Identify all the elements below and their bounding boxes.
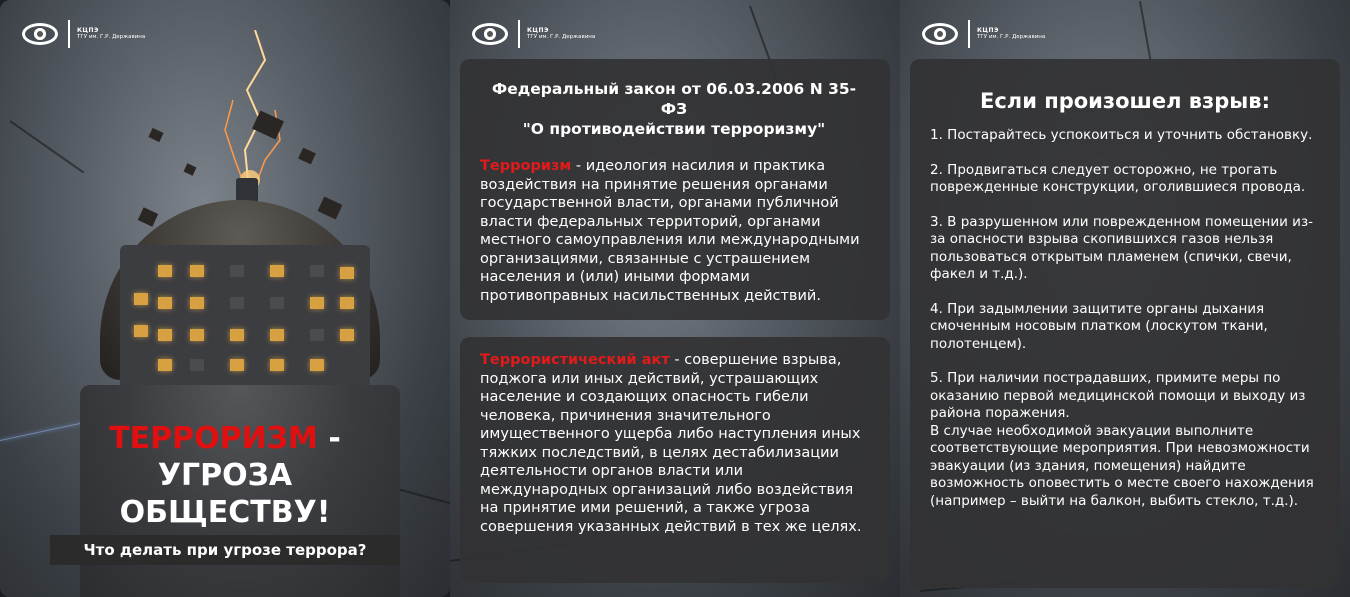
cta-banner: Что делать при угрозе террора? xyxy=(50,535,400,565)
law-card xyxy=(460,59,890,320)
logo-subtitle: ТГУ им. Г.Р. Державина xyxy=(977,34,1046,41)
logo-org: КЦПЭ xyxy=(977,27,999,35)
debris xyxy=(298,148,316,165)
title-line-2: УГРОЗА xyxy=(157,458,293,493)
terrorist-act-card xyxy=(460,337,890,583)
law-title-line-2: "О противодействии терроризму" xyxy=(522,120,826,138)
title-terrorism: ТЕРРОРИЗМ xyxy=(109,421,318,456)
sparks-icon xyxy=(205,30,295,200)
poster-panel xyxy=(0,0,450,597)
logo-org: КЦПЭ xyxy=(527,27,549,35)
logo-org: КЦПЭ xyxy=(77,27,99,35)
eye-icon xyxy=(472,23,508,45)
terrorist-act-definition xyxy=(480,351,868,536)
logo-subtitle: ТГУ им. Г.Р. Державина xyxy=(77,34,146,41)
term-terrorist-act: Террористический акт xyxy=(480,352,670,368)
explosion-step: 1. Постарайтесь успокоиться и уточнить обстановку. xyxy=(930,127,1313,143)
crack-line xyxy=(9,120,84,173)
crack-line xyxy=(1139,1,1151,60)
eye-icon xyxy=(22,23,58,45)
terrorism-definition-text: - идеология насилия и практика воздействия на принятие решения органами государственной власти, органами публичной власти федеральных территорий, органами местного самоуправления или международными организациями, связанные с устрашением населения и (или) иными формами противоправных насильственных действий. xyxy=(480,158,860,304)
debris xyxy=(184,163,197,175)
explosion-title: Если произошел взрыв: xyxy=(980,89,1270,113)
explosion-card xyxy=(910,59,1340,588)
logo xyxy=(922,18,1045,50)
title-line-3: ОБЩЕСТВУ! xyxy=(119,495,331,530)
logo-subtitle: ТГУ им. Г.Р. Державина xyxy=(527,34,596,41)
law-title-line-1: Федеральный закон от 06.03.2006 N 35-ФЗ xyxy=(491,80,857,118)
debris xyxy=(318,197,343,220)
explosion-step: 3. В разрушенном или поврежденном помещении из-за опасности взрыва скопившихся газов нельзя пользоваться открытым пламенем (спички, свечи, факел и т.д.). xyxy=(930,213,1314,282)
debris xyxy=(148,128,163,142)
poster-title xyxy=(0,420,450,531)
explosion-step: 2. Продвигаться следует осторожно, не трогать поврежденные конструкции, оголившиеся провода. xyxy=(930,161,1306,195)
debris xyxy=(138,207,158,226)
term-terrorism: Терроризм xyxy=(480,158,572,174)
explosion-step: 5. При наличии пострадавших, примите меры по оказанию первой медицинской помощи и выходу из района поражения. xyxy=(930,370,1306,421)
logo xyxy=(22,18,145,50)
terrorist-act-definition-text: - совершение взрыва, поджога или иных действий, устрашающих население и создающих опасность гибели человека, причинения значительного имущественного ущерба либо наступления иных тяжких последствий, в целях дестабилизации деятельности органов власти или международных организаций либо воздействия на принятие ими решений, а также угроза совершения указанных действий в тех же целях. xyxy=(480,352,862,535)
terrorism-definition xyxy=(480,157,868,305)
logo xyxy=(472,18,595,50)
law-title xyxy=(480,79,868,139)
building-illustration xyxy=(120,245,370,385)
eye-icon xyxy=(922,23,958,45)
evacuation-note: В случае необходимой эвакуации выполните соответствующие мероприятия. При невозможности эвакуации (из здания, помещения) найдите возможность оповестить о месте своего нахождения (например – выйти на балкон, выбить стекло, т.д.). xyxy=(930,422,1314,509)
explosion-step: 4. При задымлении защитите органы дыхания смоченным носовым платком (лоскутом ткани, полотенцем). xyxy=(930,300,1268,352)
title-dash: - xyxy=(317,421,341,456)
